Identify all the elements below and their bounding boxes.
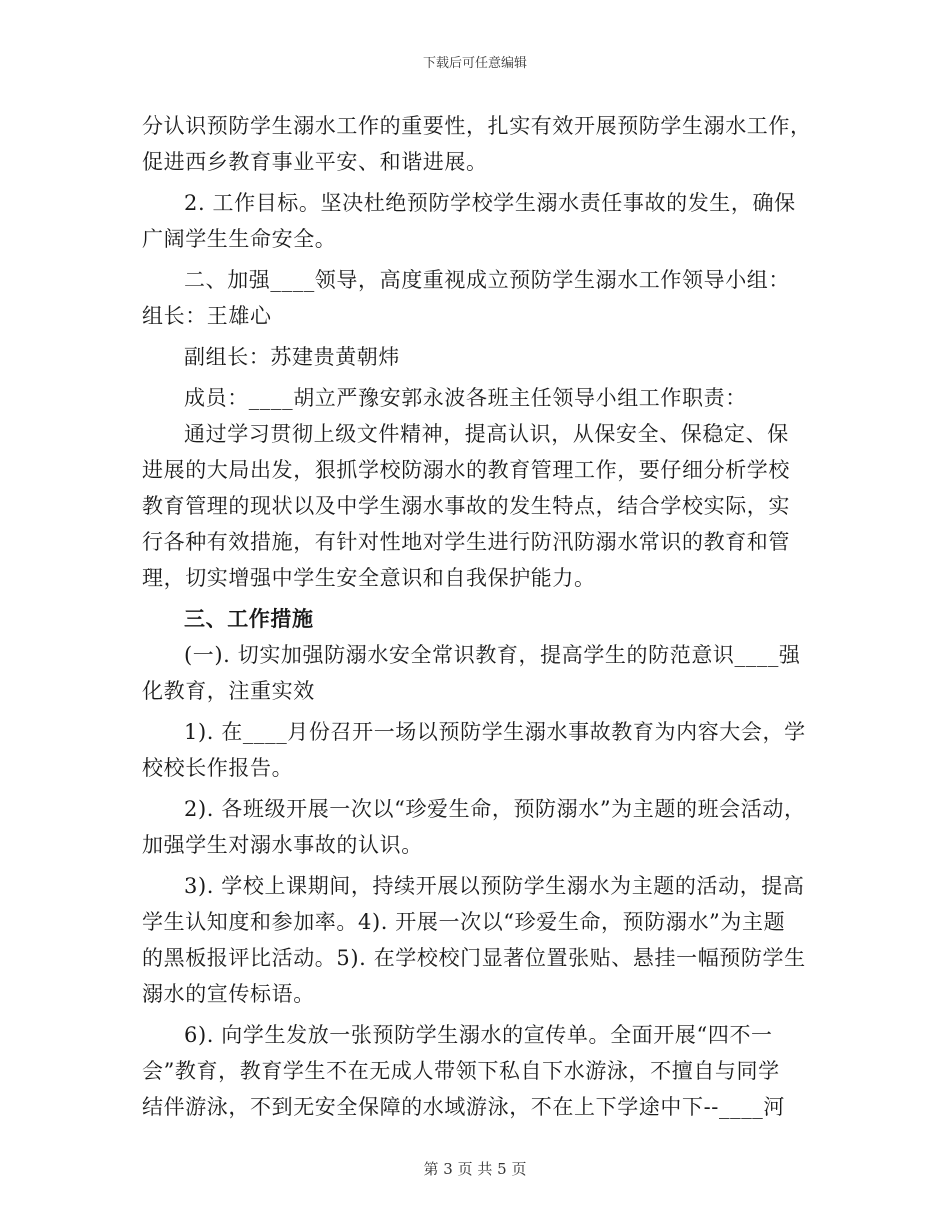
text-line: 二、加强____领导，高度重视成立预防学生溺水工作领导小组： <box>184 268 790 292</box>
text-line: 结伴游泳，不到无安全保障的水域游泳，不在上下学途中下--____河 <box>142 1095 785 1119</box>
text-line: 理，切实增强中学生安全意识和自我保护能力。 <box>142 566 596 590</box>
text-line: 1). 在____月份召开一场以预防学生溺水事故教育为内容大会，学 <box>184 720 806 744</box>
text-line: 通过学习贯彻上级文件精神，提高认识，从保安全、保稳定、保 <box>184 422 789 446</box>
text-line: 行各种有效措施，有针对性地对学生进行防汛防溺水常识的教育和管 <box>142 530 790 554</box>
text-line: 会”教育，教育学生不在无成人带领下私自下水游泳，不擅自与同学 <box>142 1059 780 1083</box>
text-line: 2). 各班级开展一次以“珍爱生命，预防溺水”为主题的班会活动， <box>184 797 806 821</box>
section-heading: 三、工作措施 <box>184 606 314 631</box>
text-line: (一). 切实加强防溺水安全常识教育，提高学生的防范意识____强 <box>184 643 801 667</box>
text-line: 广阔学生生命安全。 <box>142 227 337 251</box>
text-line: 3). 学校上课期间，持续开展以预防学生溺水为主题的活动，提高 <box>184 874 805 898</box>
text-line: 的黑板报评比活动。5). 在学校校门显著位置张贴、悬挂一幅预防学生 <box>142 946 806 970</box>
text-line: 溺水的宣传标语。 <box>142 982 315 1006</box>
text-line: 进展的大局出发，狠抓学校防溺水的教育管理工作，要仔细分析学校 <box>142 458 790 482</box>
text-line: 化教育，注重实效 <box>142 679 315 703</box>
text-line: 加强学生对溺水事故的认识。 <box>142 833 423 857</box>
text-line: 副组长：苏建贵黄朝炜 <box>184 345 400 369</box>
page-header: 下载后可任意编辑 <box>422 56 527 71</box>
text-line: 分认识预防学生溺水工作的重要性，扎实有效开展预防学生溺水工作， <box>142 114 812 138</box>
text-line: 促进西乡教育事业平安、和谐进展。 <box>142 150 488 174</box>
text-line: 教育管理的现状以及中学生溺水事故的发生特点，结合学校实际，实 <box>142 494 790 518</box>
text-line: 6). 向学生发放一张预防学生溺水的宣传单。全面开展“四不一 <box>184 1023 773 1047</box>
text-line: 校校长作报告。 <box>142 756 294 780</box>
text-line: 成员：____胡立严豫安郭永波各班主任领导小组工作职责： <box>184 386 747 410</box>
text-line: 组长：王雄心 <box>142 304 272 328</box>
text-line: 2. 工作目标。坚决杜绝预防学校学生溺水责任事故的发生，确保 <box>184 191 796 215</box>
text-line: 学生认知度和参加率。4). 开展一次以“珍爱生命，预防溺水”为主题 <box>142 910 786 934</box>
page-footer: 第 3 页 共 5 页 <box>423 1160 527 1178</box>
document-body <box>142 108 814 1125</box>
